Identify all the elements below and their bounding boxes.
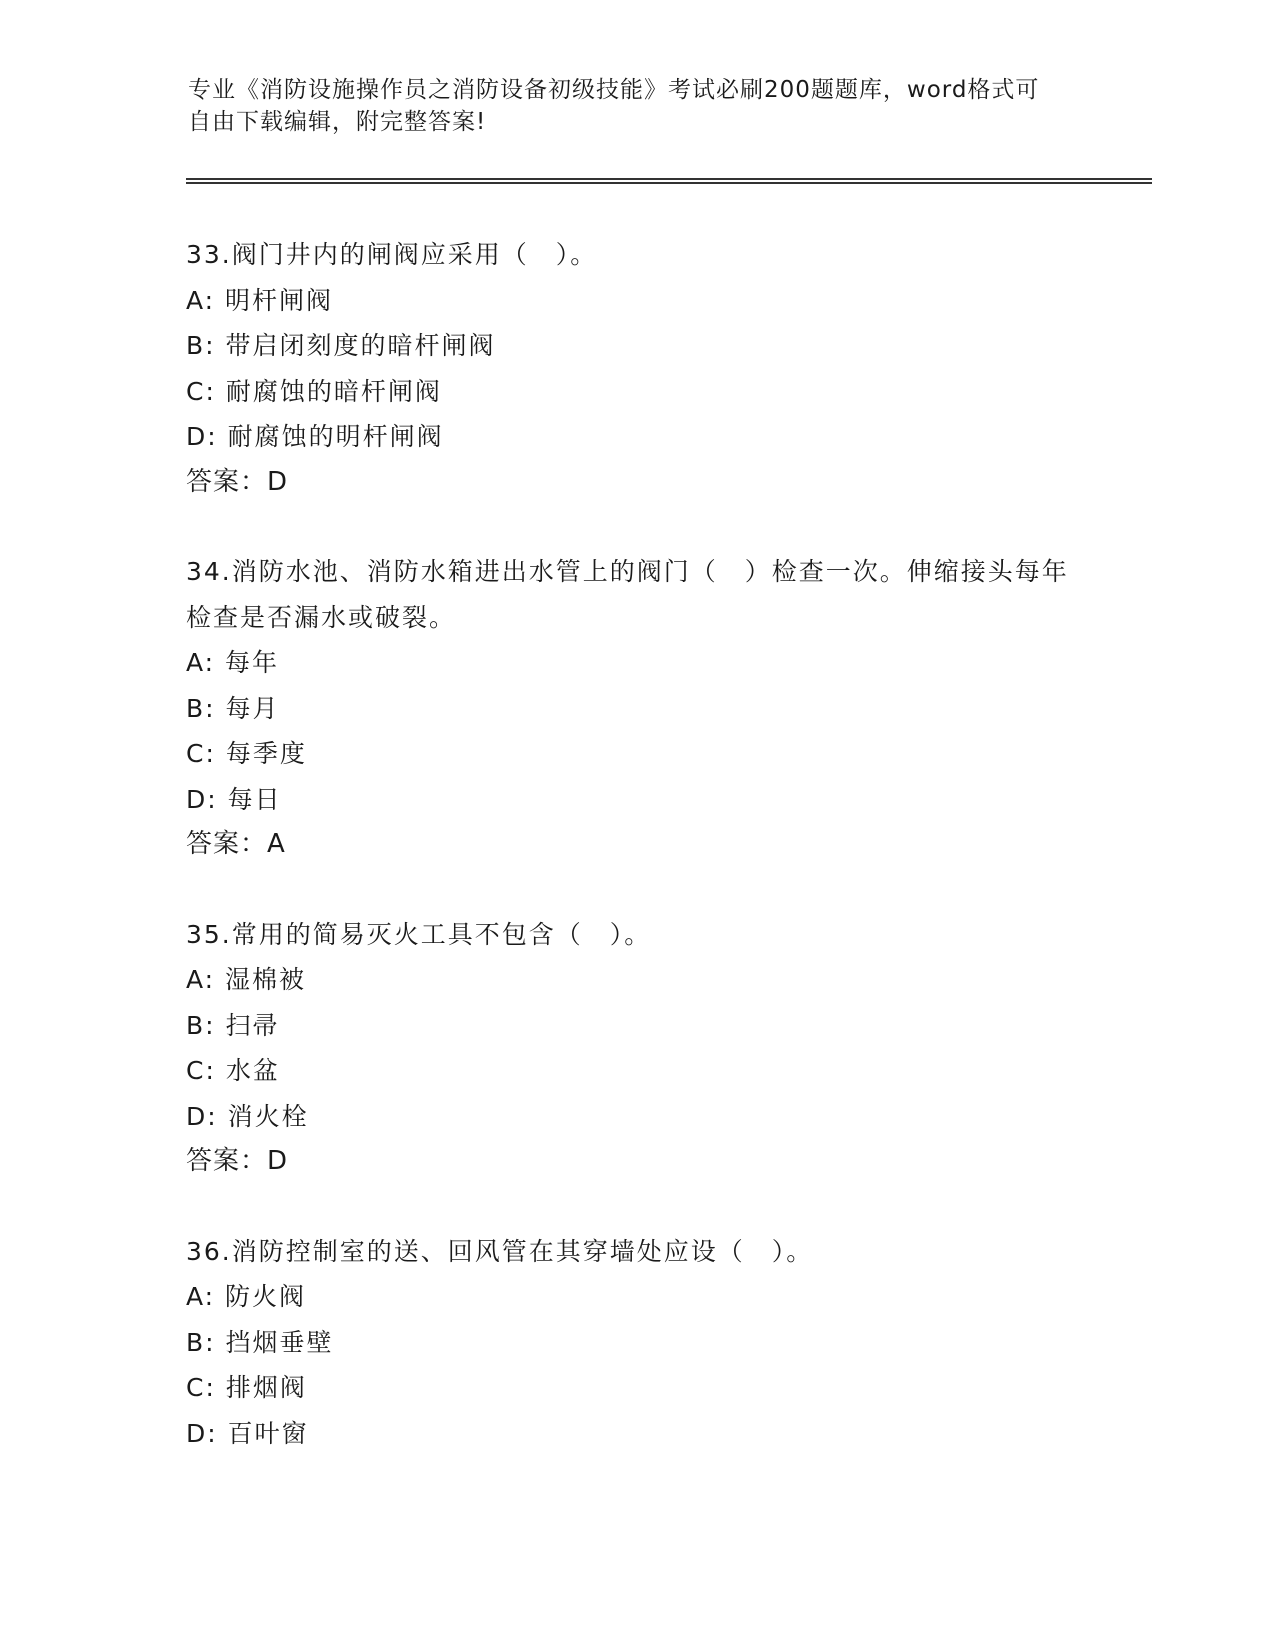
option-d: D: 百叶窗 xyxy=(186,1418,309,1448)
question-33 xyxy=(186,232,1086,505)
option-b: B: 每月 xyxy=(186,693,280,723)
option-c: C: 排烟阀 xyxy=(186,1373,307,1402)
answer: 答案：D xyxy=(186,466,289,497)
question-34 xyxy=(186,549,1086,868)
answer: 答案：A xyxy=(186,829,286,859)
option-d: D: 耐腐蚀的明杆闸阀 xyxy=(186,422,444,451)
header-line-1: 专业《消防设施操作员之消防设备初级技能》考试必刷200题题库，word格式可 xyxy=(188,77,1040,103)
question-stem: 36.消防控制室的送、回风管在其穿墙处应设（ ）。 xyxy=(186,1236,814,1266)
answer: 答案：D xyxy=(186,1146,289,1176)
question-35 xyxy=(186,912,1086,1185)
option-a: A: 明杆闸阀 xyxy=(186,285,334,315)
option-c: C: 耐腐蚀的暗杆闸阀 xyxy=(186,376,442,406)
option-c: C: 每季度 xyxy=(186,739,307,768)
header-line-2: 自由下载编辑，附完整答案! xyxy=(188,109,487,135)
option-a: A: 湿棉被 xyxy=(186,965,307,994)
document-header xyxy=(188,74,1088,138)
question-stem: 34.消防水池、消防水箱进出水管上的阀门（ ）检查一次。伸缩接头每年检查是否漏水或破裂。 xyxy=(186,557,1069,632)
header-divider xyxy=(186,178,1152,184)
option-a: A: 每年 xyxy=(186,648,280,677)
option-a: A: 防火阀 xyxy=(186,1282,307,1311)
option-b: B: 扫帚 xyxy=(186,1010,280,1040)
option-d: D: 每日 xyxy=(186,784,282,814)
question-stem: 33.阀门井内的闸阀应采用（ ）。 xyxy=(186,240,598,269)
option-b: B: 挡烟垂壁 xyxy=(186,1327,334,1357)
question-36 xyxy=(186,1229,1086,1457)
option-b: B: 带启闭刻度的暗杆闸阀 xyxy=(186,331,496,360)
question-stem: 35.常用的简易灭火工具不包含（ ）。 xyxy=(186,919,652,949)
option-d: D: 消火栓 xyxy=(186,1101,309,1131)
option-c: C: 水盆 xyxy=(186,1056,280,1085)
question-list xyxy=(186,232,1086,1500)
